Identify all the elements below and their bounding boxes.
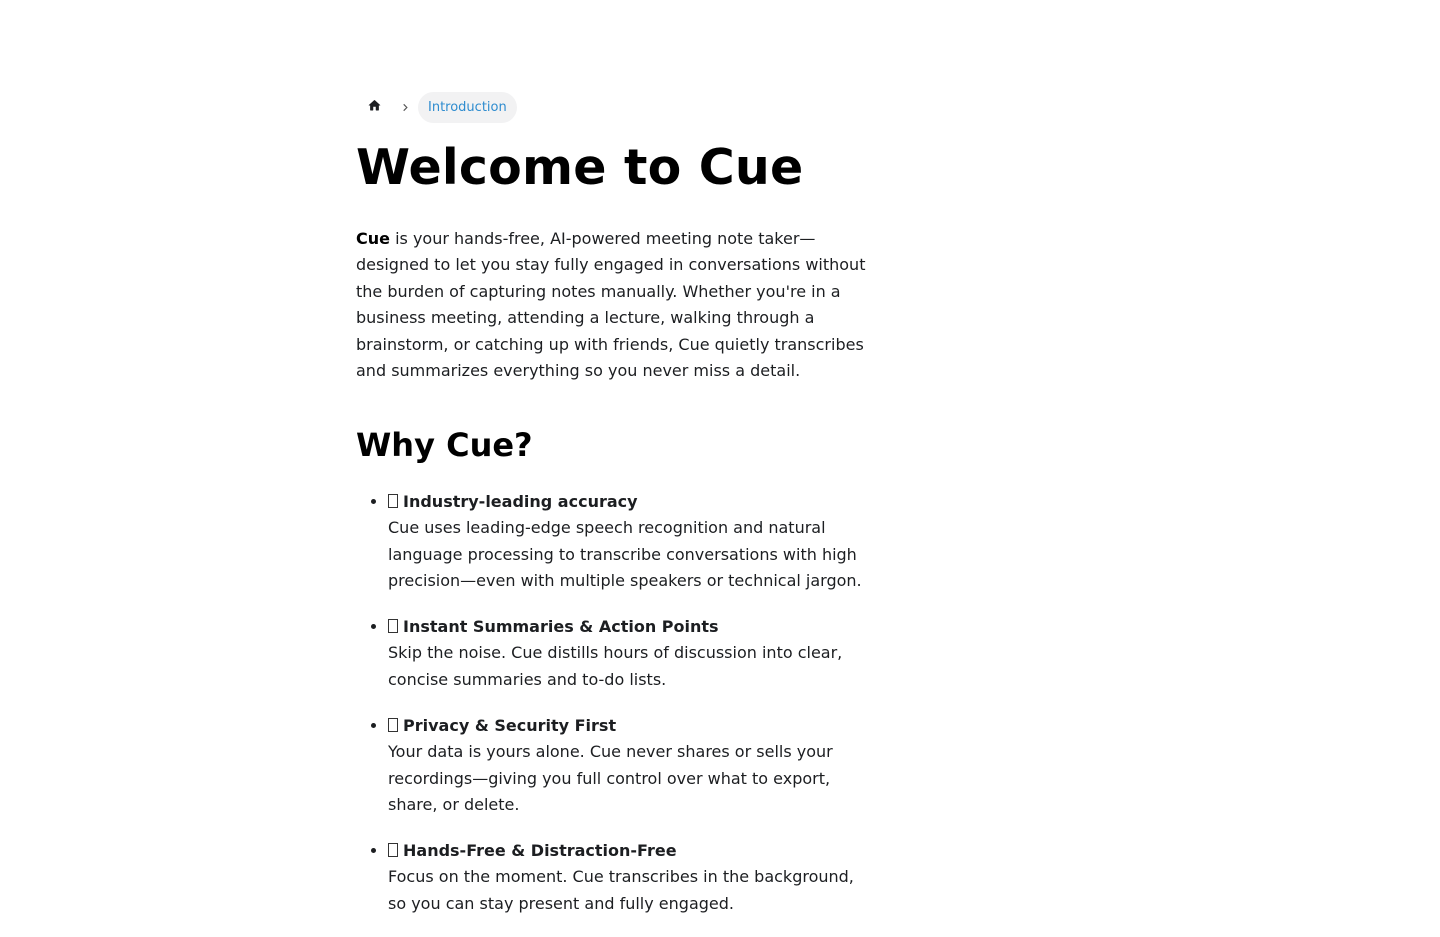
list-item (388, 713, 872, 819)
list-item (388, 838, 872, 917)
missing-glyph-icon (388, 619, 398, 633)
missing-glyph-icon (388, 843, 398, 857)
breadcrumb-home-link[interactable] (356, 92, 392, 123)
intro-bold: Cue (356, 228, 390, 248)
page-title: Welcome to Cue (356, 139, 804, 196)
feature-title: Industry-leading accuracy (403, 491, 638, 511)
feature-description: Cue uses leading-edge speech recognition and natural language processing to transcribe conversations with high precision—even with multiple speakers or technical jargon. (388, 518, 862, 590)
section-heading-why: Why Cue? (356, 426, 533, 465)
missing-glyph-icon (388, 494, 398, 508)
feature-list (356, 489, 872, 917)
intro-text: is your hands-free, AI-powered meeting note taker—designed to let you stay fully engaged in conversations without the burden of capturing notes manually. Whether you're in a business meeting, attending a lecture, walking through a brainstorm, or catching up with friends, Cue quietly transcribes and summarizes everything so you never miss a detail. (356, 228, 866, 380)
doc-content (356, 92, 872, 937)
breadcrumb-current[interactable]: Introduction (418, 92, 517, 123)
feature-title: Privacy & Security First (403, 715, 617, 735)
intro-paragraph (356, 226, 872, 384)
home-icon (367, 98, 382, 117)
list-item (388, 489, 872, 595)
feature-description: Your data is yours alone. Cue never shares or sells your recordings—giving you full control over what to export, share, or delete. (388, 742, 833, 814)
feature-title: Instant Summaries & Action Points (403, 616, 719, 636)
feature-description: Focus on the moment. Cue transcribes in the background, so you can stay present and fully engaged. (388, 867, 854, 913)
chevron-right-icon (392, 92, 418, 123)
missing-glyph-icon (388, 718, 398, 732)
feature-title: Hands-Free & Distraction-Free (403, 840, 677, 860)
list-item (388, 614, 872, 693)
feature-description: Skip the noise. Cue distills hours of discussion into clear, concise summaries and to-do lists. (388, 643, 843, 689)
breadcrumb (356, 92, 872, 123)
